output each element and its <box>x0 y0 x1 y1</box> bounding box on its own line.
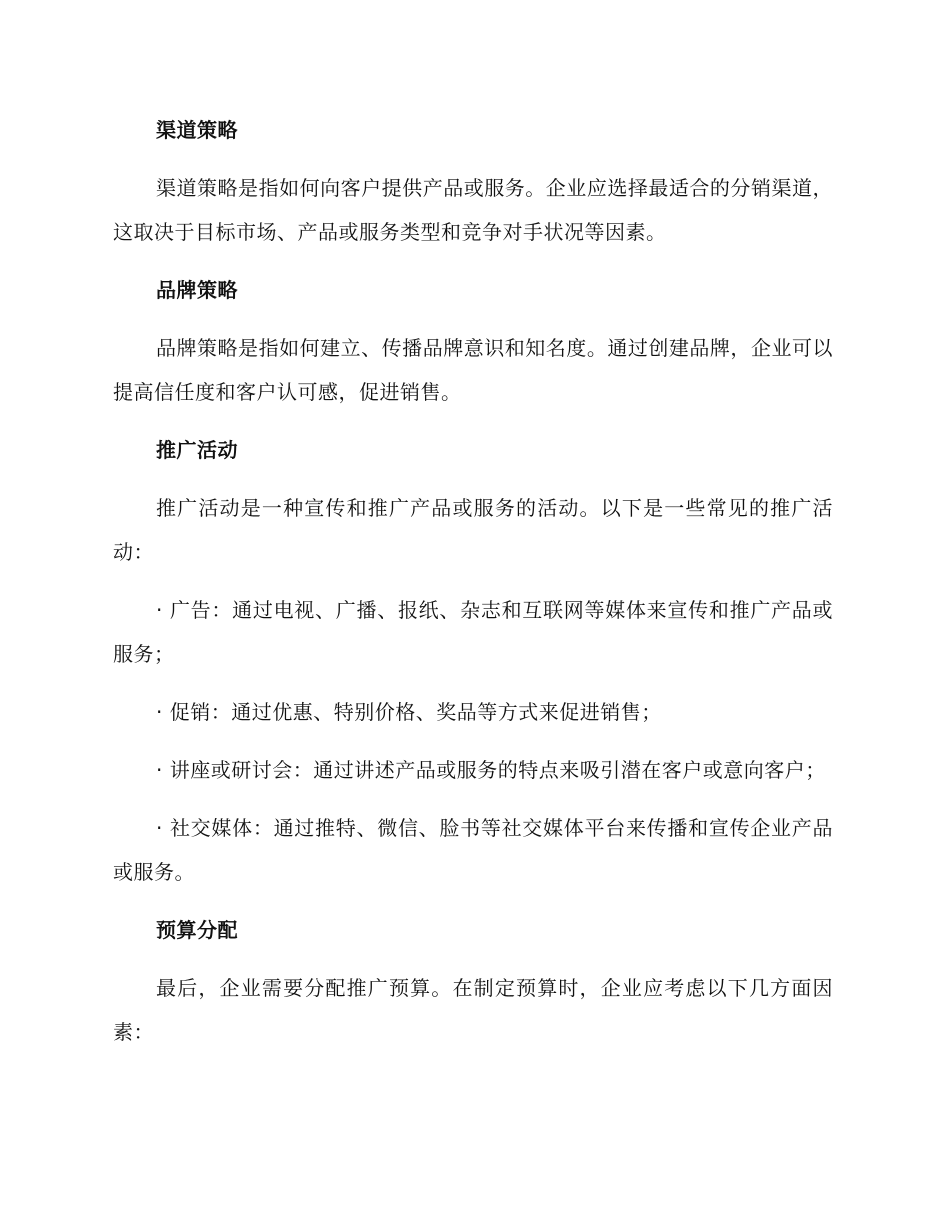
section-heading-channel: 渠道策略 <box>156 118 238 142</box>
section-heading-promotion: 推广活动 <box>156 438 238 462</box>
list-item-sales-promotion: · 促销：通过优惠、特别价格、奖品等方式来促进销售； <box>156 700 662 724</box>
section-body-promotion: 推广活动是一种宣传和推广产品或服务的活动。以下是一些常见的推广活动： <box>113 496 833 564</box>
section-body-channel: 渠道策略是指如何向客户提供产品或服务。企业应选择最适合的分销渠道，这取决于目标市场、产品或服务类型和竞争对手状况等因素。 <box>113 176 833 244</box>
section-body-budget: 最后，企业需要分配推广预算。在制定预算时，企业应考虑以下几方面因素： <box>113 976 833 1044</box>
list-item-advertising: · 广告：通过电视、广播、报纸、杂志和互联网等媒体来宣传和推广产品或服务； <box>113 598 833 666</box>
list-item-social-media: · 社交媒体：通过推特、微信、脸书等社交媒体平台来传播和宣传企业产品或服务。 <box>113 816 833 884</box>
section-body-brand: 品牌策略是指如何建立、传播品牌意识和知名度。通过创建品牌，企业可以提高信任度和客户认可感，促进销售。 <box>113 336 833 404</box>
list-item-seminar: · 讲座或研讨会：通过讲述产品或服务的特点来吸引潜在客户或意向客户； <box>156 758 826 782</box>
section-heading-budget: 预算分配 <box>156 918 238 942</box>
document-content <box>113 108 833 1068</box>
section-heading-brand: 品牌策略 <box>156 278 238 302</box>
